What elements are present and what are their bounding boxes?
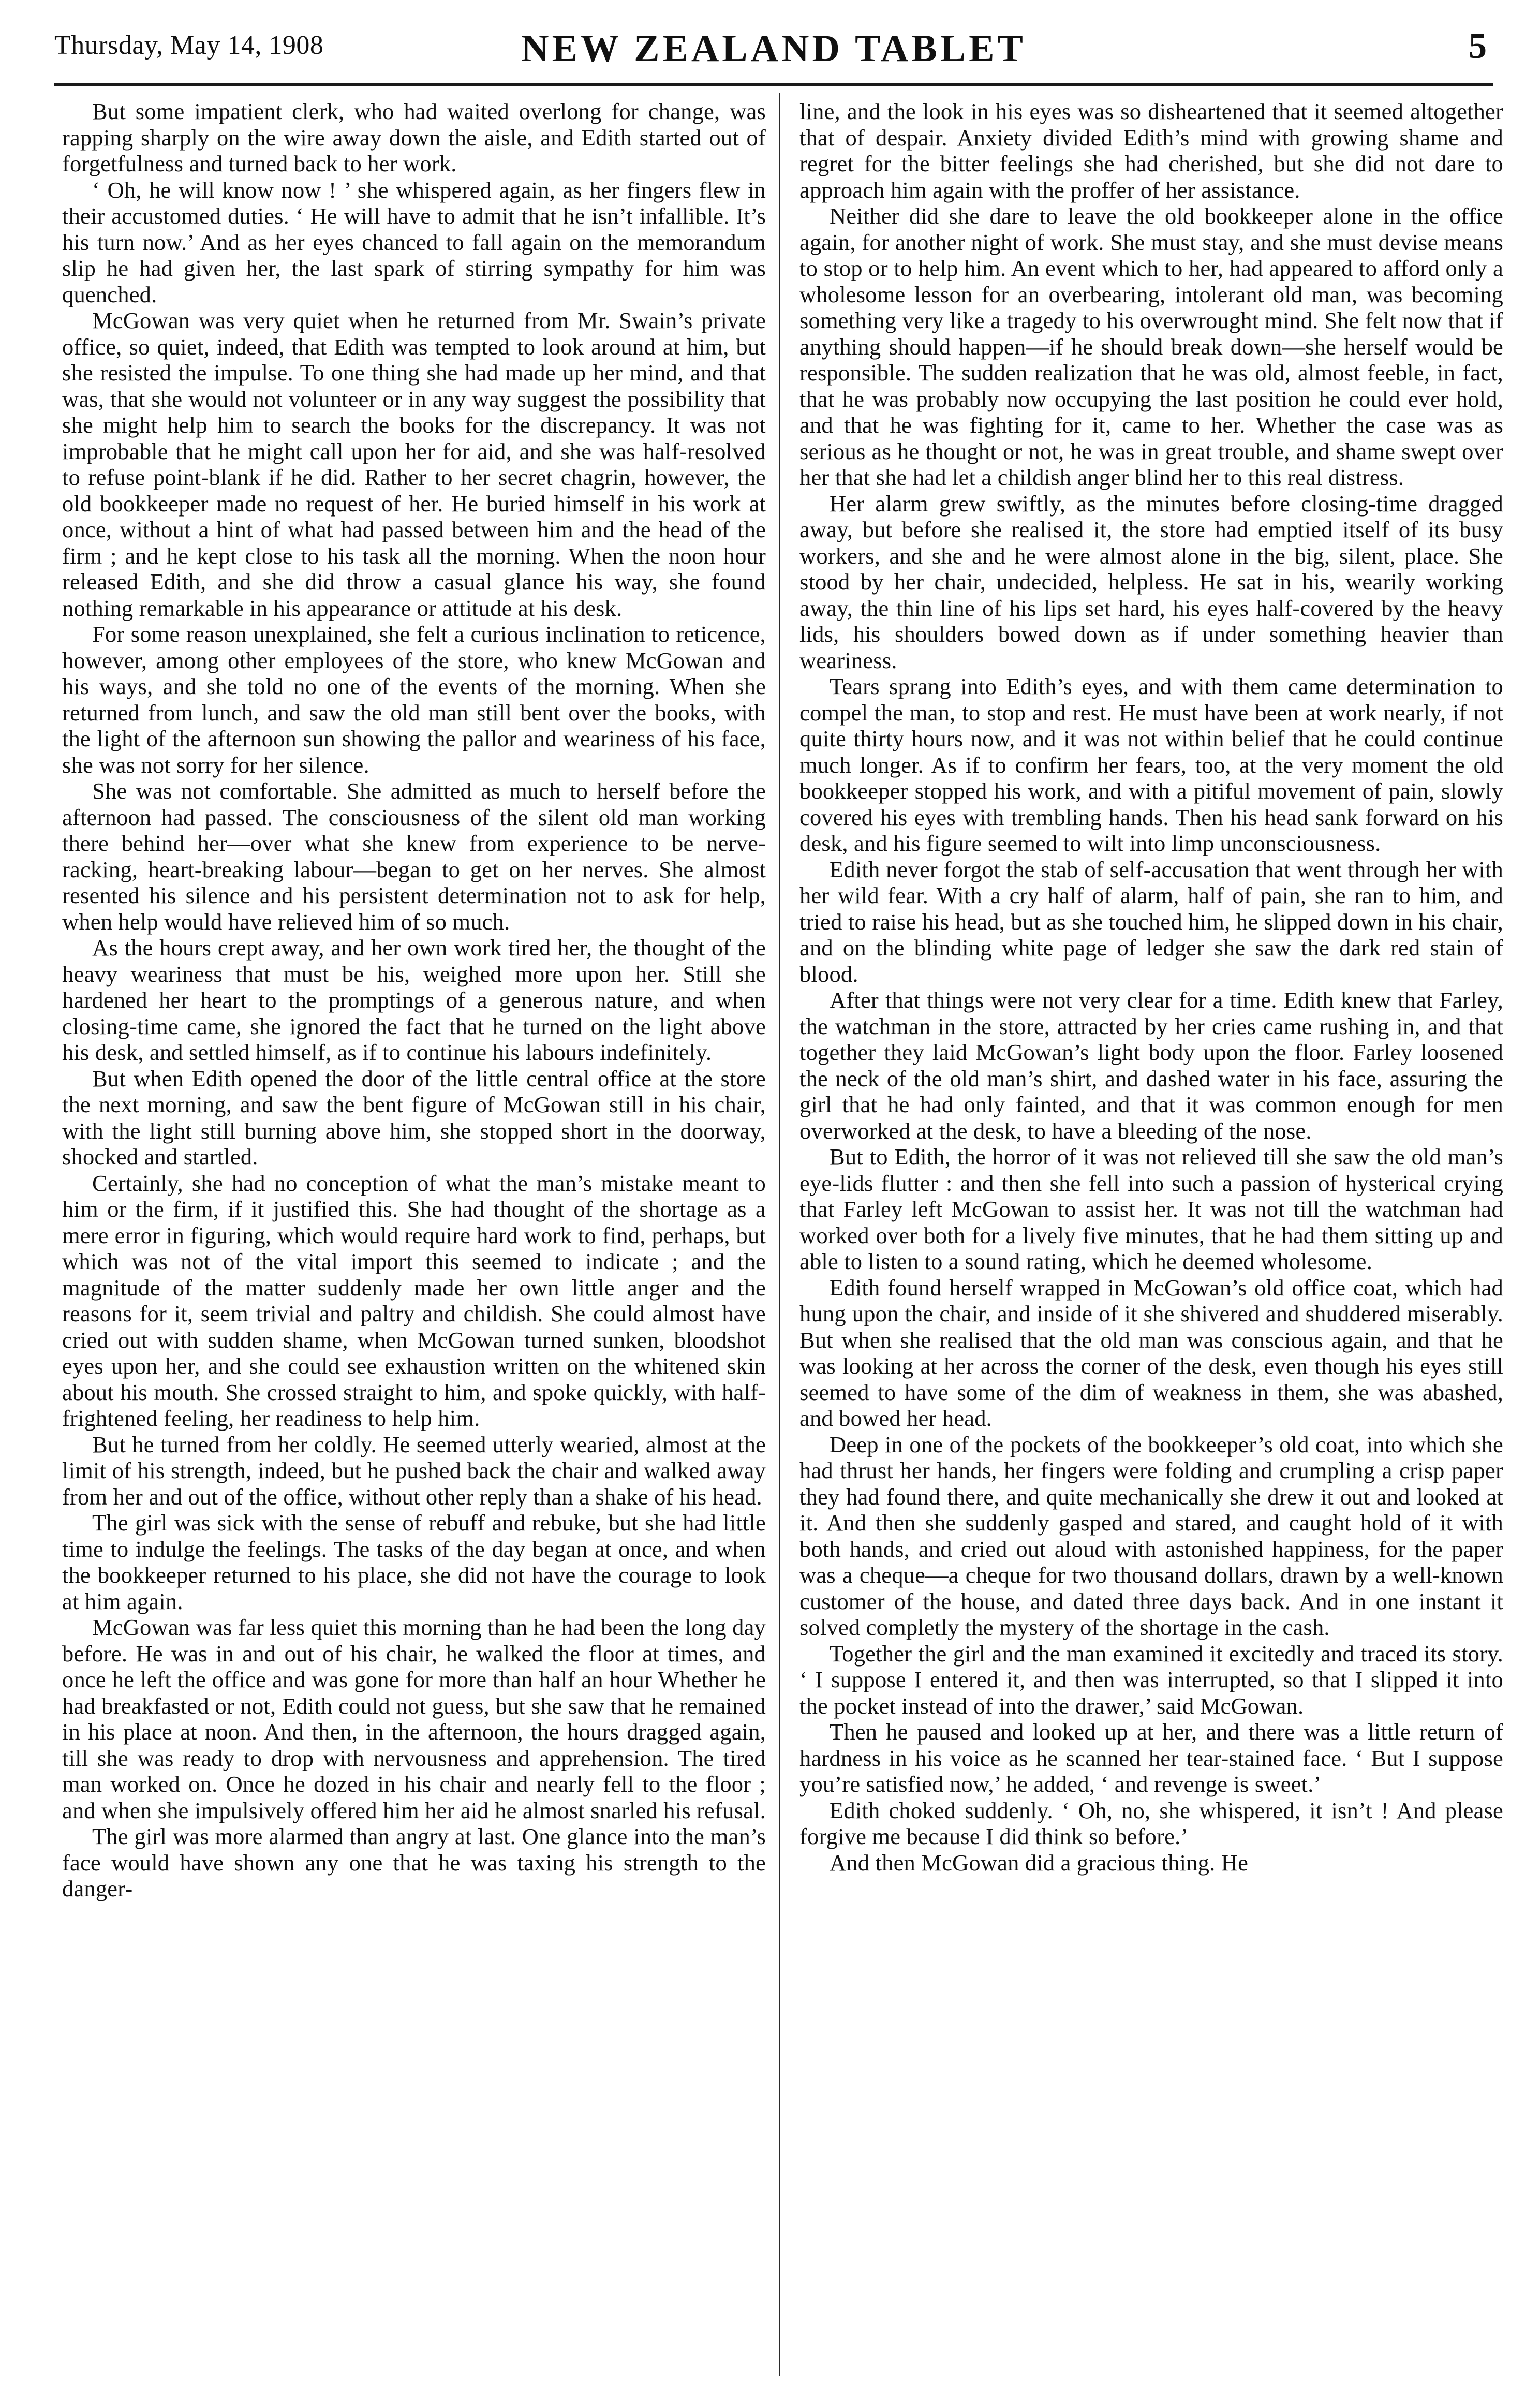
masthead-rule xyxy=(54,83,1493,86)
paragraph: Deep in one of the pockets of the bookkeeper’s old coat, into which she had thrust her hands, her fingers were folding and crumpling a crisp paper they had found there, and quite mechanically she drew it out and looked at it. And then she suddenly gasped and stared, and caught hold of it with both hands, and cried out aloud with astonished happiness, for the paper was a cheque—a cheque for two thousand dollars, drawn by a well-known customer of the house, and dated three days back. And in one instant it solved completly the mystery of the shortage in the cash. xyxy=(799,1431,1503,1640)
paragraph: The girl was more alarmed than angry at last. One glance into the man’s face would have shown any one that he was taxing his strength to the danger- xyxy=(62,1823,766,1901)
masthead xyxy=(54,20,1493,77)
paragraph: McGowan was very quiet when he returned from Mr. Swain’s private office, so quiet, indeed, that Edith was tempted to look around at him, but she resisted the impulse. To one thing she had made up her mind, and that was, that she would not volunteer or in any way suggest the possibility that she might help him to search the books for the discrepancy. It was not improbable that he might call upon her for aid, and she was half-resolved to refuse point-blank if he did. Rather to her secret chagrin, however, the old bookkeeper made no request of her. He buried himself in his work at once, without a hint of what had passed between him and the head of the firm ; and he kept close to his task all the morning. When the noon hour released Edith, and she did throw a casual glance his way, she found nothing remarkable in his appearance or attitude at his desk. xyxy=(62,307,766,621)
paragraph: As the hours crept away, and her own work tired her, the thought of the heavy weariness that must be his, weighed more upon her. Still she hardened her heart to the promptings of a generous nature, and when closing-time came, she ignored the fact that he turned on the light above his desk, and settled himself, as if to continue his labours indefinitely. xyxy=(62,935,766,1065)
paragraph: ‘ Oh, he will know now ! ’ she whispered again, as her fingers flew in their accustomed duties. ‘ He will have to admit that he isn’t infallible. It’s his turn now.’ And as her eyes chanced to fall again on the memorandum slip he had given her, the last spark of stirring sympathy for him was quenched. xyxy=(62,176,766,307)
paragraph: McGowan was far less quiet this morning than he had been the long day before. He was in and out of his chair, he walked the floor at times, and once he left the office and was gone for more than half an hour Whether he had breakfasted or not, Edith could not guess, but she saw that he remained in his place at noon. And then, in the afternoon, the hours dragged again, till she was ready to drop with nervousness and apprehension. The tired man worked on. Once he dozed in his chair and nearly fell to the floor ; and when she impulsively offered him her aid he almost snarled his refusal. xyxy=(62,1614,766,1823)
paragraph: Edith never forgot the stab of self-accusation that went through her with her wild fear. With a cry half of alarm, half of pain, she ran to him, and tried to raise his head, but as she touched him, he slipped down in his chair, and on the blinding white page of ledger she saw the dark red stain of blood. xyxy=(799,856,1503,987)
newspaper-title: NEW ZEALAND TABLET xyxy=(521,27,1026,70)
paragraph: But some impatient clerk, who had waited overlong for change, was rapping sharply on the wire away down the aisle, and Edith started out of forgetfulness and turned back to her work. xyxy=(62,98,766,176)
paragraph: line, and the look in his eyes was so disheartened that it seemed altogether that of despair. Anxiety divided Edith’s mind with growing shame and regret for the bitter feelings she had cherished, but she did not dare to approach him again with the proffer of her assistance. xyxy=(799,98,1503,203)
paragraph: Then he paused and looked up at her, and there was a little return of hardness in his voice as he scanned her tear-stained face. ‘ But I suppose you’re satisfied now,’ he added, ‘ and revenge is sweet.’ xyxy=(799,1719,1503,1797)
paragraph: For some reason unexplained, she felt a curious inclination to reticence, however, among other employees of the store, who knew McGowan and his ways, and she told no one of the events of the morning. When she returned from lunch, and saw the old man still bent over the books, with the light of the afternoon sun showing the pallor and weariness of his face, she was not sorry for her silence. xyxy=(62,621,766,778)
paragraph: But he turned from her coldly. He seemed utterly wearied, almost at the limit of his strength, indeed, but he pushed back the chair and walked away from her and out of the office, without other reply than a shake of his head. xyxy=(62,1431,766,1510)
page-number: 5 xyxy=(1469,26,1487,66)
paragraph: After that things were not very clear for a time. Edith knew that Farley, the watchman in the store, attracted by her cries came rushing in, and that together they laid McGowan’s light body upon the floor. Farley loosened the neck of the old man’s shirt, and dashed water in his face, assuring the girl that he had only fainted, and that it was common enough for men overworked at the desk, to have a bleeding of the nose. xyxy=(799,987,1503,1144)
paragraph: Edith found herself wrapped in McGowan’s old office coat, which had hung upon the chair, and inside of it she shivered and shuddered miserably. But when she realised that the old man was conscious again, and that he was looking at her across the corner of the desk, even though his eyes still seemed to have some of the dim of weakness in them, she was abashed, and bowed her head. xyxy=(799,1274,1503,1431)
paragraph: She was not comfortable. She admitted as much to herself before the afternoon had passed. The consciousness of the silent old man working there behind her—over what she knew from experience to be nerve-racking, heart-breaking labour—began to get on her nerves. She almost resented his silence and his persistent determination not to ask for help, when help would have relieved him of so much. xyxy=(62,778,766,935)
paragraph: And then McGowan did a gracious thing. He xyxy=(830,1849,1249,1876)
left-column xyxy=(62,98,766,2370)
paragraph: Tears sprang into Edith’s eyes, and with them came determination to compel the man, to stop and rest. He must have been at work nearly, if not quite thirty hours now, and it was not within belief that he could continue much longer. As if to confirm her fears, too, at the very moment the old bookkeeper stopped his work, and with a pitiful movement of pain, slowly covered his eyes with trembling hands. Then his head sank forward on his desk, and his figure seemed to wilt into limp unconsciousness. xyxy=(799,673,1503,856)
column-divider xyxy=(779,93,780,2376)
right-column xyxy=(799,98,1503,2370)
paragraph: But to Edith, the horror of it was not relieved till she saw the old man’s eye-lids flutter : and then she fell into such a passion of hysterical crying that Farley left McGowan to assist her. It was not till the watchman had worked over both for a lively five minutes, that he had them sitting up and able to listen to a sound rating, which he deemed wholesome. xyxy=(799,1144,1503,1274)
paragraph: Neither did she dare to leave the old bookkeeper alone in the office again, for another night of work. She must stay, and she must devise means to stop or to help him. An event which to her, had appeared to afford only a wholesome lesson for an overbearing, intolerant old man, was becoming something very like a tragedy to his overwrought mind. She felt now that if anything should happen—if he should break down—she herself would be responsible. The sudden realization that he was old, almost feeble, in fact, that he was probably now occupying the last position he could ever hold, and that he was fighting for it, came to her. Whether the case was as serious as he thought or not, he was in great trouble, and shame swept over her that she had let a childish anger blind her to this real distress. xyxy=(799,203,1503,490)
paragraph: Certainly, she had no conception of what the man’s mistake meant to him or the firm, if it justified this. She had thought of the shortage as a mere error in figuring, which would require hard work to find, perhaps, but which was not of the vital import this seemed to indicate ; and the magnitude of the matter suddenly made her own little anger and the reasons for it, seem trivial and paltry and childish. She could almost have cried out with sudden shame, when McGowan turned sunken, bloodshot eyes upon her, and she could see exhaustion written on the whitened skin about his mouth. She crossed straight to him, and spoke quickly, with half-frightened feeling, her readiness to help him. xyxy=(62,1170,766,1431)
paragraph: Her alarm grew swiftly, as the minutes before closing-time dragged away, but before she realised it, the store had emptied itself of its busy workers, and she and he were almost alone in the big, silent, place. She stood by her chair, undecided, helpless. He sat in his, wearily working away, the thin line of his lips set hard, his eyes half-covered by the heavy lids, his shoulders bowed down as if under something heavier than weariness. xyxy=(799,490,1503,673)
paragraph: Together the girl and the man examined it excitedly and traced its story. ‘ I suppose I entered it, and then was interrupted, so that I slipped it into the pocket instead of into the drawer,’ said McGowan. xyxy=(799,1640,1503,1719)
paragraph: But when Edith opened the door of the little central office at the store the next morning, and saw the bent figure of McGowan still in his chair, with the light still burning above him, she stopped short in the doorway, shocked and startled. xyxy=(62,1065,766,1170)
issue-date: Thursday, May 14, 1908 xyxy=(54,31,324,60)
paragraph: Edith choked suddenly. ‘ Oh, no, she whispered, it isn’t ! And please forgive me because I did think so before.’ xyxy=(799,1797,1503,1849)
paragraph: The girl was sick with the sense of rebuff and rebuke, but she had little time to indulge the feelings. The tasks of the day began at once, and when the bookkeeper returned to his place, she did not have the courage to look at him again. xyxy=(62,1510,766,1614)
